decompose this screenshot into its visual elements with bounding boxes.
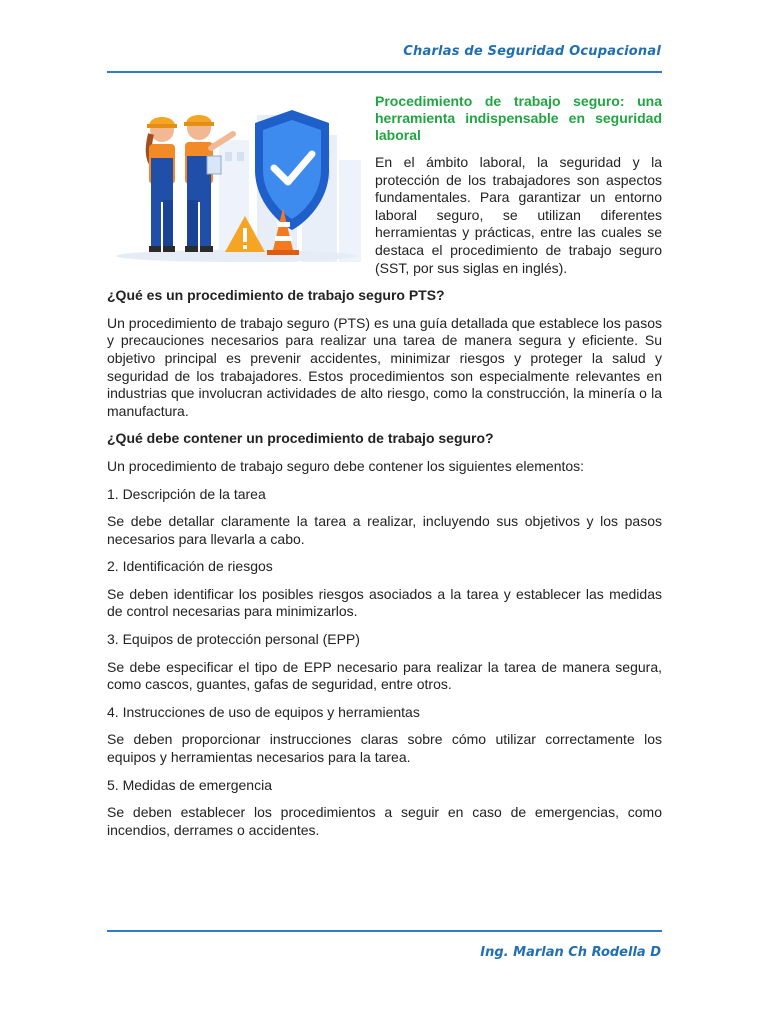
footer-author: Ing. Marlan Ch Rodella D	[480, 945, 661, 960]
section-paragraph-what-is-pts: Un procedimiento de trabajo seguro (PTS) es una guía detallada que establece los pasos y precauciones necesarios para realizar una tarea de manera segura y eficiente. Su objetivo principal es prevenir accidentes, minimizar riesgos y proteger la salud y seguridad de los trabajadores. Estos procedimientos son especialmente relevantes en industrias que involucran actividades de alto riesgo, como la construcción, la minería o la manufactura.	[107, 314, 662, 419]
footer-divider	[107, 930, 662, 932]
section-heading-contents: ¿Qué debe contener un procedimiento de trabajo seguro?	[107, 430, 494, 447]
article-body	[107, 90, 662, 849]
list-item-title: 5. Medidas de emergencia	[107, 776, 272, 793]
list-item-body: Se debe especificar el tipo de EPP necesario para realizar la tarea de manera segura, como cascos, guantes, gafas de seguridad, entre otros.	[107, 658, 662, 693]
header-divider	[107, 71, 662, 73]
list-item-title: 1. Descripción de la tarea	[107, 485, 266, 502]
contents-intro: Un procedimiento de trabajo seguro debe contener los siguientes elementos:	[107, 457, 585, 474]
list-item-body: Se deben proporcionar instrucciones claras sobre cómo utilizar correctamente los equipos y herramientas necesarios para la tarea.	[107, 731, 662, 766]
list-item-title: 2. Identificación de riesgos	[107, 558, 273, 575]
list-item-body: Se debe detallar claramente la tarea a realizar, incluyendo sus objetivos y los pasos necesarios para llevarla a cabo.	[107, 513, 662, 547]
article-title: Procedimiento de trabajo seguro: una herramienta indispensable en seguridad laboral	[375, 93, 662, 143]
section-heading-what-is-pts: ¿Qué es un procedimiento de trabajo seguro PTS?	[107, 287, 445, 304]
workers-safety-illustration	[107, 90, 365, 262]
intro-paragraph: En el ámbito laboral, la seguridad y la protección de los trabajadores son aspectos fundamentales. Para garantizar un entorno laboral seguro, se utilizan diferentes herramientas y prácticas, entre las cuales se destaca el procedimiento de trabajo seguro (SST, por sus siglas en inglés).	[375, 154, 662, 276]
list-item-title: 4. Instrucciones de uso de equipos y herramientas	[107, 703, 420, 720]
list-item-title: 3. Equipos de protección personal (EPP)	[107, 631, 360, 648]
header-title: Charlas de Seguridad Ocupacional	[403, 44, 661, 59]
list-item-body: Se deben establecer los procedimientos a seguir en caso de emergencias, como incendios, derrames o accidentes.	[107, 804, 662, 838]
list-item-body: Se deben identificar los posibles riesgos asociados a la tarea y establecer las medidas de control necesarias para minimizarlos.	[107, 585, 662, 620]
